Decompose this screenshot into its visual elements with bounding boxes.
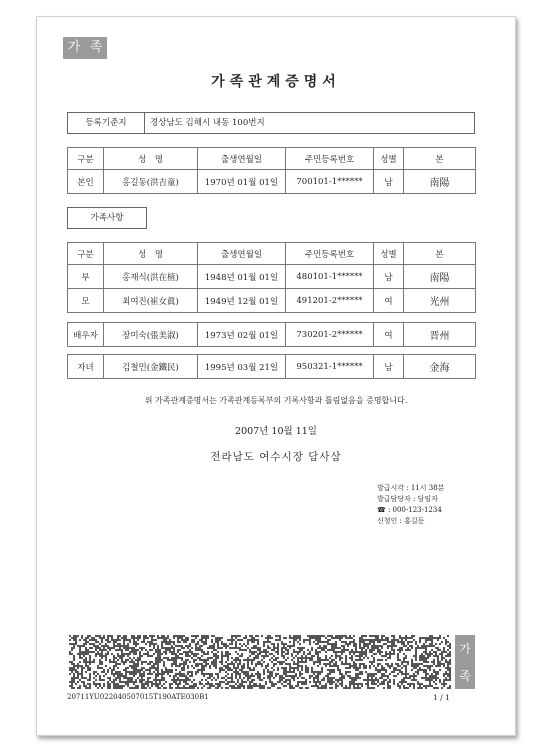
header-name: 성 명: [104, 148, 198, 170]
issuer-name: 전라남도 여수시장 담사삼: [210, 451, 342, 463]
sex: 남: [374, 170, 404, 194]
header-origin: 본: [404, 243, 476, 265]
sex: 남: [374, 355, 404, 379]
registration-value: 경상남도 김해시 내동 100번지: [150, 118, 265, 128]
issue-time: 발급시각 : 11시 38분: [377, 484, 445, 492]
name: 김철민(金鐵民): [104, 355, 198, 379]
relation: 모: [68, 289, 104, 313]
logo-char-1: 가: [67, 40, 81, 55]
header-sex: 성별: [374, 148, 404, 170]
resident-number: 700101-1******: [286, 170, 374, 194]
relation: 부: [68, 265, 104, 289]
resident-number: 491201-2******: [286, 289, 374, 313]
header-rrn: 주민등록번호: [286, 243, 374, 265]
header-name: 성 명: [104, 243, 198, 265]
issue-date: 2007년 10월 11일: [235, 426, 317, 437]
birth-date: 1970년 01월 01일: [198, 170, 286, 194]
origin: 金海: [404, 355, 476, 379]
family-header-row: [68, 243, 476, 265]
document-title: 가족관계증명서: [211, 74, 341, 90]
birth-date: 1948년 01월 01일: [198, 265, 286, 289]
header-relation: 구분: [68, 243, 104, 265]
child-table: [67, 354, 476, 379]
issue-applicant: 신청인 : 홍길동: [377, 517, 425, 525]
relation: 본인: [68, 170, 104, 194]
certification-statement: 위 가족관계증명서는 가족관계등록부의 기록사항과 틀림없음을 증명합니다.: [144, 396, 408, 405]
family-logo: [63, 37, 107, 59]
security-barcode-pattern: [69, 635, 451, 689]
sex: 여: [374, 323, 404, 347]
issue-info: [377, 483, 444, 527]
logo-char-2: 족: [89, 40, 103, 55]
document-page: [36, 16, 516, 736]
issue-phone: ☎ : 000-123-1234: [377, 506, 442, 514]
issue-clerk: 발급담당자 : 담임자: [377, 495, 438, 503]
birth-date: 1973년 02월 01일: [198, 323, 286, 347]
header-birth: 출생연월일: [198, 148, 286, 170]
header-origin: 본: [404, 148, 476, 170]
sex: 남: [374, 265, 404, 289]
name: 홍재식(洪在植): [104, 265, 198, 289]
registration-box: [67, 112, 475, 134]
side-family-logo: [455, 635, 475, 689]
sex: 여: [374, 289, 404, 313]
page-number: 1 / 1: [433, 693, 450, 702]
origin: 南陽: [404, 265, 476, 289]
registration-label: 등록기준지: [68, 113, 145, 133]
header-birth: 출생연월일: [198, 243, 286, 265]
side-logo-char-1: 가: [459, 642, 471, 656]
relation: 배우자: [68, 323, 104, 347]
person-row: [68, 170, 476, 194]
side-logo-char-2: 족: [459, 669, 471, 683]
header-sex: 성별: [374, 243, 404, 265]
person-table: [67, 147, 476, 194]
person-header-row: [68, 148, 476, 170]
family-row-spouse: [68, 323, 476, 347]
resident-number: 730201-2******: [286, 323, 374, 347]
family-table: [67, 242, 476, 313]
origin: 光州: [404, 289, 476, 313]
resident-number: 950321-1******: [286, 355, 374, 379]
family-label-text: 가족사항: [90, 213, 124, 223]
birth-date: 1995년 03월 21일: [198, 355, 286, 379]
family-section-label: [67, 207, 147, 229]
resident-number: 480101-1******: [286, 265, 374, 289]
name: 최여진(崔女眞): [104, 289, 198, 313]
family-row-mother: [68, 289, 476, 313]
birth-date: 1949년 12월 01일: [198, 289, 286, 313]
relation: 자녀: [68, 355, 104, 379]
origin: 南陽: [404, 170, 476, 194]
header-relation: 구분: [68, 148, 104, 170]
name: 장미숙(張美淑): [104, 323, 198, 347]
name: 홍길동(洪吉童): [104, 170, 198, 194]
family-row-father: [68, 265, 476, 289]
family-row-child: [68, 355, 476, 379]
header-rrn: 주민등록번호: [286, 148, 374, 170]
document-code: 20711YU022040507015T190ATE030B1: [67, 693, 209, 701]
origin: 晋州: [404, 323, 476, 347]
spouse-table: [67, 322, 476, 347]
